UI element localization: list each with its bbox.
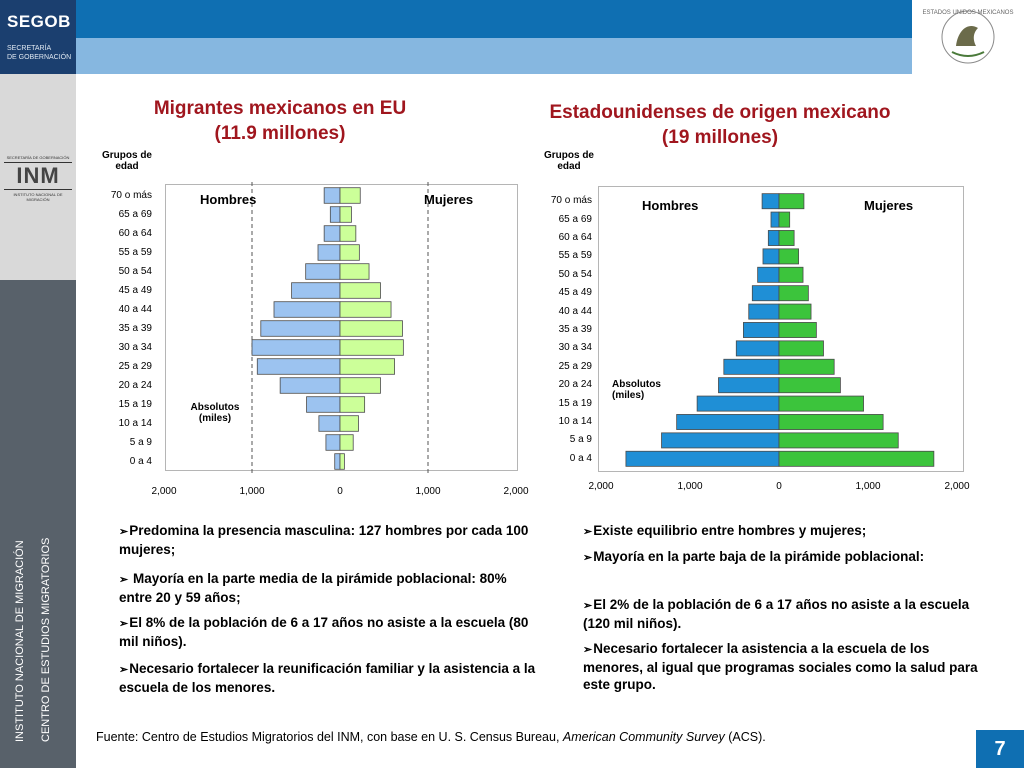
female-bar — [779, 304, 811, 319]
female-bar — [779, 414, 883, 429]
right-title-line2: (19 millones) — [661, 127, 779, 148]
x-tick-label: 0 — [776, 481, 782, 492]
male-bar — [758, 267, 779, 282]
female-bar — [779, 433, 898, 448]
female-bar — [779, 451, 934, 466]
age-group-label: 45 a 49 — [558, 287, 592, 299]
left-legend-female: Mujeres — [424, 192, 474, 207]
female-bar — [779, 267, 803, 282]
age-group-label: 5 a 9 — [129, 436, 152, 448]
age-group-label: 60 a 64 — [118, 227, 152, 239]
age-group-label: 30 a 34 — [558, 342, 592, 354]
age-group-label: 50 a 54 — [558, 268, 592, 280]
age-group-label: 70 o más — [110, 189, 152, 201]
arrow-bullet-icon: ➢ — [119, 618, 129, 630]
sidebar-vertical-institute: INSTITUTO NACIONAL DE MIGRACIÓN — [14, 540, 26, 742]
arrow-bullet-icon: ➢ — [583, 600, 593, 612]
arrow-bullet-icon: ➢ — [583, 526, 593, 538]
male-bar — [771, 212, 779, 227]
age-group-label: 25 a 29 — [558, 360, 592, 372]
logo-text: SEGOB — [7, 12, 71, 31]
x-tick-label: 2,000 — [503, 486, 529, 497]
inm-top-text: SECRETARÍA DE GOBERNACIÓN — [4, 155, 72, 163]
age-group-label: 65 a 69 — [558, 213, 592, 225]
arrow-bullet-icon: ➢ — [583, 644, 593, 656]
arrow-bullet-icon: ➢ — [119, 664, 129, 676]
male-bar — [626, 451, 779, 466]
age-group-label: 5 a 9 — [569, 434, 592, 446]
age-group-label: 35 a 39 — [558, 324, 592, 335]
left-title-line2: (11.9 millones) — [214, 123, 346, 144]
male-bar — [662, 433, 779, 448]
age-group-label: 0 a 4 — [569, 452, 592, 464]
left-title-line1: Migrantes mexicanos en EU — [153, 98, 407, 119]
female-bar — [779, 322, 816, 337]
female-bar — [779, 230, 794, 245]
male-bar — [763, 249, 779, 264]
age-group-label: 45 a 49 — [118, 284, 152, 296]
female-bar — [779, 194, 804, 209]
right-legend-male: Hombres — [642, 198, 699, 213]
female-bar — [779, 286, 808, 301]
right-units-label: Absolutos (miles) — [612, 379, 661, 401]
female-bar — [779, 359, 834, 374]
age-group-label: 60 a 64 — [558, 232, 592, 243]
x-tick-label: 2,000 — [944, 481, 970, 492]
sidebar-vertical-center: CENTRO DE ESTUDIOS MIGRATORIOS — [40, 537, 52, 742]
male-bar — [724, 359, 779, 374]
female-bar — [779, 212, 790, 227]
x-tick-label: 0 — [337, 486, 343, 497]
left-bullet: ➢El 8% de la población de 6 a 17 años no asiste a la escuela (80 mil niños). — [119, 615, 529, 649]
female-bar — [779, 378, 840, 393]
age-group-label: 20 a 24 — [118, 379, 152, 391]
male-bar — [768, 230, 779, 245]
age-group-label: 55 a 59 — [558, 250, 592, 262]
arrow-bullet-icon: ➢ — [583, 552, 593, 564]
age-group-label: 55 a 59 — [118, 246, 152, 258]
age-group-label: 65 a 69 — [118, 208, 152, 220]
arrow-bullet-icon: ➢ — [119, 526, 129, 538]
left-units-label: Absolutos (miles) — [190, 402, 240, 424]
age-group-label: 30 a 34 — [118, 341, 152, 353]
age-group-label: 10 a 14 — [118, 417, 152, 429]
x-tick-label: 1,000 — [855, 481, 881, 492]
age-group-label: 25 a 29 — [118, 360, 152, 372]
male-bar — [752, 286, 779, 301]
age-group-label: 40 a 44 — [118, 303, 152, 315]
male-bar — [718, 378, 779, 393]
right-bullet: ➢Mayoría en la parte baja de la pirámide poblacional: — [583, 549, 925, 564]
logo-subtitle-line2: DE GOBERNACIÓN — [7, 54, 72, 61]
page-number: 7 — [976, 730, 1024, 768]
left-bullet: ➢ Mayoría en la parte media de la pirámide poblacional: 80% entre 20 y 59 años; — [119, 571, 507, 605]
age-group-label: 20 a 24 — [558, 379, 592, 391]
age-group-label: 40 a 44 — [558, 305, 592, 317]
female-bar — [779, 341, 824, 356]
source-note: Fuente: Centro de Estudios Migratorios del INM, con base en U. S. Census Bureau, American Community Survey (ACS). — [96, 730, 766, 744]
female-bar — [779, 249, 799, 264]
inm-logo-text: INM — [16, 163, 60, 188]
male-bar — [749, 304, 779, 319]
x-tick-label: 1,000 — [239, 486, 265, 497]
x-tick-label: 1,000 — [415, 486, 441, 497]
female-bar — [779, 396, 864, 411]
age-group-label: 0 a 4 — [129, 455, 152, 467]
male-bar — [743, 322, 779, 337]
x-tick-label: 1,000 — [677, 481, 703, 492]
age-group-label: 35 a 39 — [118, 322, 152, 334]
right-bullet: ➢Existe equilibrio entre hombres y mujeres; — [583, 523, 867, 538]
right-legend-female: Mujeres — [864, 198, 914, 213]
age-group-label: 70 o más — [550, 195, 592, 207]
age-group-label: 10 a 14 — [558, 416, 592, 427]
right-bullet: ➢Necesario fortalecer la asistencia a la escuela de los menores, al igual que programas sociales como la salud para este grupo. — [583, 641, 978, 692]
age-group-label: 15 a 19 — [558, 397, 592, 409]
right-bullet: ➢El 2% de la población de 6 a 17 años no asiste a la escuela (120 mil niños). — [583, 597, 970, 631]
x-tick-label: 2,000 — [588, 481, 614, 492]
age-group-label: 15 a 19 — [118, 398, 152, 410]
left-legend-male: Hombres — [200, 192, 257, 207]
male-bar — [697, 396, 779, 411]
right-y-header: Grupos de edad — [543, 150, 594, 172]
male-bar — [677, 414, 779, 429]
male-bar — [736, 341, 779, 356]
age-group-label: 50 a 54 — [118, 265, 152, 277]
left-y-header: Grupos de edad — [101, 150, 152, 172]
left-bullet: ➢Predomina la presencia masculina: 127 hombres por cada 100 mujeres; — [119, 523, 529, 557]
seal-text: ESTADOS UNIDOS MEXICANOS — [922, 10, 1014, 16]
right-title-line1: Estadounidenses de origen mexicano — [549, 102, 891, 123]
inm-bottom-text: INSTITUTO NACIONAL DE MIGRACIÓN — [4, 189, 72, 202]
x-tick-label: 2,000 — [151, 486, 177, 497]
male-bar — [762, 194, 779, 209]
logo-subtitle-line1: SECRETARÍA — [7, 45, 52, 52]
left-bullet: ➢Necesario fortalecer la reunificación familiar y la asistencia a la escuela de los menores. — [119, 661, 536, 695]
arrow-bullet-icon: ➢ — [119, 574, 129, 586]
